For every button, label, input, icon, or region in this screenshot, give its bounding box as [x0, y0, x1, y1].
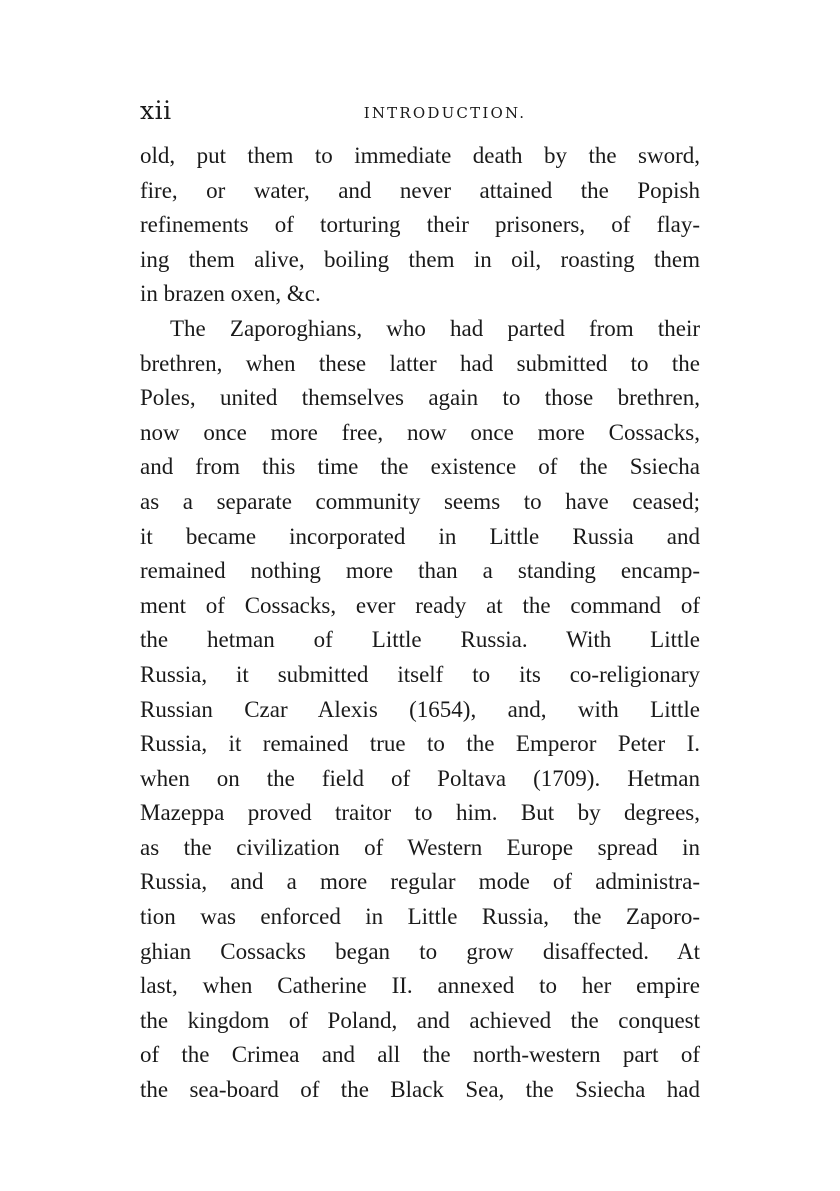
text-line: the kingdom of Poland, and achieved the conquest — [140, 1007, 700, 1033]
text-line: it became incorporated in Little Russia and — [140, 523, 700, 549]
text-line: Mazeppa proved traitor to him. But by degrees, — [140, 800, 700, 826]
text-line: Russian Czar Alexis (1654), and, with Little — [140, 696, 700, 722]
text-line: of the Crimea and all the north-western part of — [140, 1042, 700, 1068]
text-line: now once more free, now once more Cossacks, — [140, 419, 700, 445]
text-line: fire, or water, and never attained the Popish — [140, 177, 700, 203]
text-line: Russia, it remained true to the Emperor Peter I. — [140, 731, 700, 757]
body-text — [140, 139, 700, 1108]
text-line: Poles, united themselves again to those brethren, — [140, 385, 700, 411]
text-line: brethren, when these latter had submitted to the — [140, 350, 700, 376]
paragraph-start-line: The Zaporoghians, who had parted from their — [170, 315, 700, 341]
running-head — [140, 95, 700, 131]
book-page — [140, 95, 700, 1108]
text-line: ghian Cossacks began to grow disaffected. At — [140, 938, 700, 964]
text-line: when on the field of Poltava (1709). Hetman — [140, 765, 700, 791]
text-line: tion was enforced in Little Russia, the Zaporo- — [140, 904, 700, 930]
text-line: and from this time the existence of the Ssiecha — [140, 454, 700, 480]
running-title: INTRODUCTION. — [363, 104, 527, 122]
text-line: in brazen oxen, &c. — [140, 281, 321, 307]
text-line: as the civilization of Western Europe spread in — [140, 834, 700, 860]
text-line: ing them alive, boiling them in oil, roasting them — [140, 246, 700, 272]
text-line: remained nothing more than a standing encamp- — [140, 558, 700, 584]
text-line: the sea-board of the Black Sea, the Ssiecha had — [140, 1077, 700, 1103]
page-number: xii — [140, 96, 172, 125]
text-line: as a separate community seems to have ceased; — [140, 488, 700, 514]
text-line: the hetman of Little Russia. With Little — [140, 627, 700, 653]
text-line: Russia, and a more regular mode of administra- — [140, 869, 700, 895]
text-line: refinements of torturing their prisoners, of flay- — [140, 212, 700, 238]
text-line: old, put them to immediate death by the sword, — [140, 143, 700, 168]
text-line: ment of Cossacks, ever ready at the command of — [140, 592, 700, 618]
text-line: Russia, it submitted itself to its co-religionary — [140, 661, 700, 687]
text-line: last, when Catherine II. annexed to her empire — [140, 973, 700, 999]
